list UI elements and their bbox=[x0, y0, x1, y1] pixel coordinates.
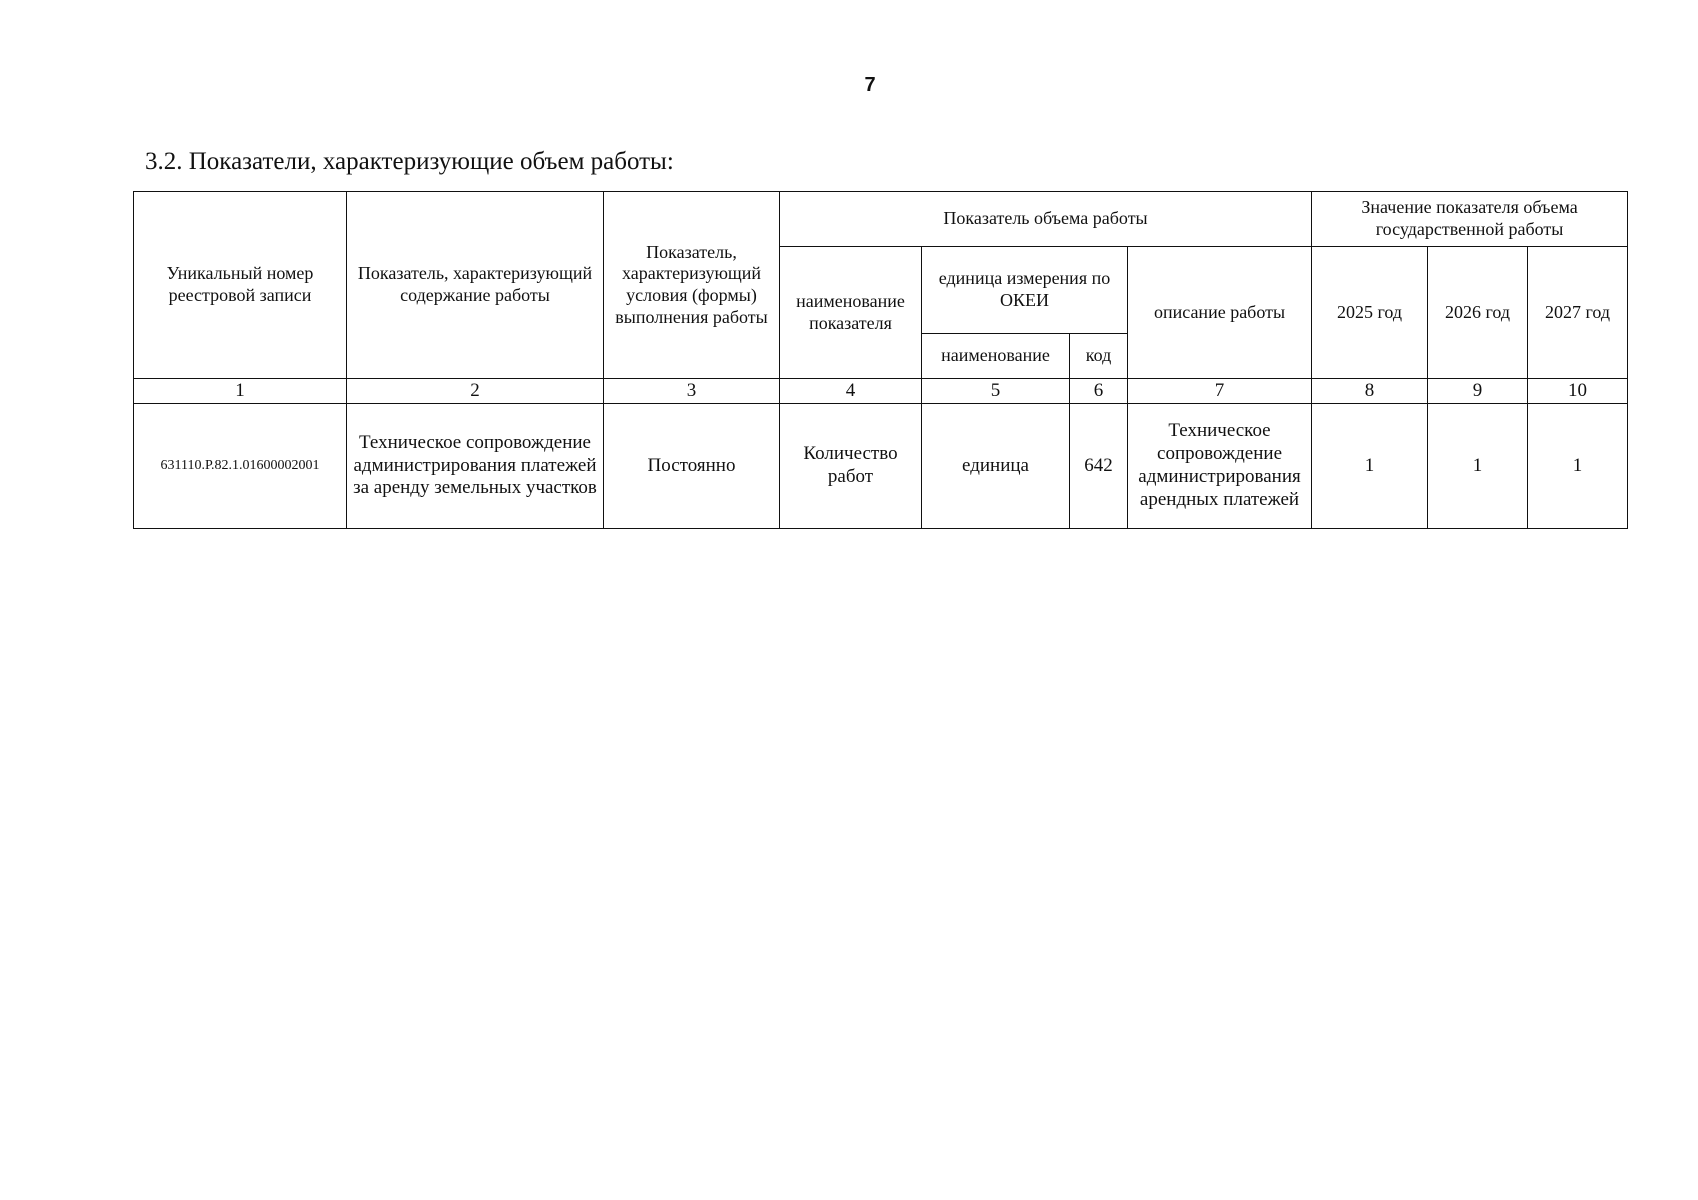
table-row bbox=[134, 404, 1628, 529]
column-number: 3 bbox=[604, 379, 780, 404]
column-number: 8 bbox=[1312, 379, 1428, 404]
header-conditions-indicator: Показатель, характеризующий условия (формы) выполнения работы bbox=[604, 192, 780, 379]
header-work-description: описание работы bbox=[1128, 247, 1312, 379]
header-year-2027: 2027 год bbox=[1528, 247, 1628, 379]
cell-value-2026: 1 bbox=[1428, 404, 1528, 529]
column-number: 6 bbox=[1070, 379, 1128, 404]
column-number: 7 bbox=[1128, 379, 1312, 404]
page-number: 7 bbox=[864, 74, 876, 96]
column-number: 5 bbox=[922, 379, 1070, 404]
header-okei-name: наименование bbox=[922, 334, 1070, 379]
cell-unit-code: 642 bbox=[1070, 404, 1128, 529]
cell-unit-name: единица bbox=[922, 404, 1070, 529]
header-okei-code: код bbox=[1070, 334, 1128, 379]
header-volume-group: Показатель объема работы bbox=[780, 192, 1312, 247]
column-number: 1 bbox=[134, 379, 347, 404]
column-number: 10 bbox=[1528, 379, 1628, 404]
header-indicator-name: наименование показателя bbox=[780, 247, 922, 379]
header-year-2026: 2026 год bbox=[1428, 247, 1528, 379]
header-unique-number: Уникальный номер реестровой записи bbox=[134, 192, 347, 379]
cell-value-2027: 1 bbox=[1528, 404, 1628, 529]
cell-content: Техническое сопровождение администрирования платежей за аренду земельных участков bbox=[347, 404, 604, 529]
work-volume-table bbox=[133, 191, 1628, 529]
header-content-indicator: Показатель, характеризующий содержание работы bbox=[347, 192, 604, 379]
header-okei-unit: единица измерения по ОКЕИ bbox=[922, 247, 1128, 334]
section-title: 3.2. Показатели, характеризующие объем работы: bbox=[145, 148, 674, 175]
column-number-row bbox=[134, 379, 1628, 404]
cell-description: Техническое сопровождение администрирования арендных платежей bbox=[1128, 404, 1312, 529]
cell-value-2025: 1 bbox=[1312, 404, 1428, 529]
column-number: 9 bbox=[1428, 379, 1528, 404]
cell-registry-number: 631110.Р.82.1.01600002001 bbox=[134, 404, 347, 529]
header-year-2025: 2025 год bbox=[1312, 247, 1428, 379]
cell-indicator-name: Количество работ bbox=[780, 404, 922, 529]
column-number: 2 bbox=[347, 379, 604, 404]
cell-conditions: Постоянно bbox=[604, 404, 780, 529]
column-number: 4 bbox=[780, 379, 922, 404]
header-value-group: Значение показателя объема государственной работы bbox=[1312, 192, 1628, 247]
